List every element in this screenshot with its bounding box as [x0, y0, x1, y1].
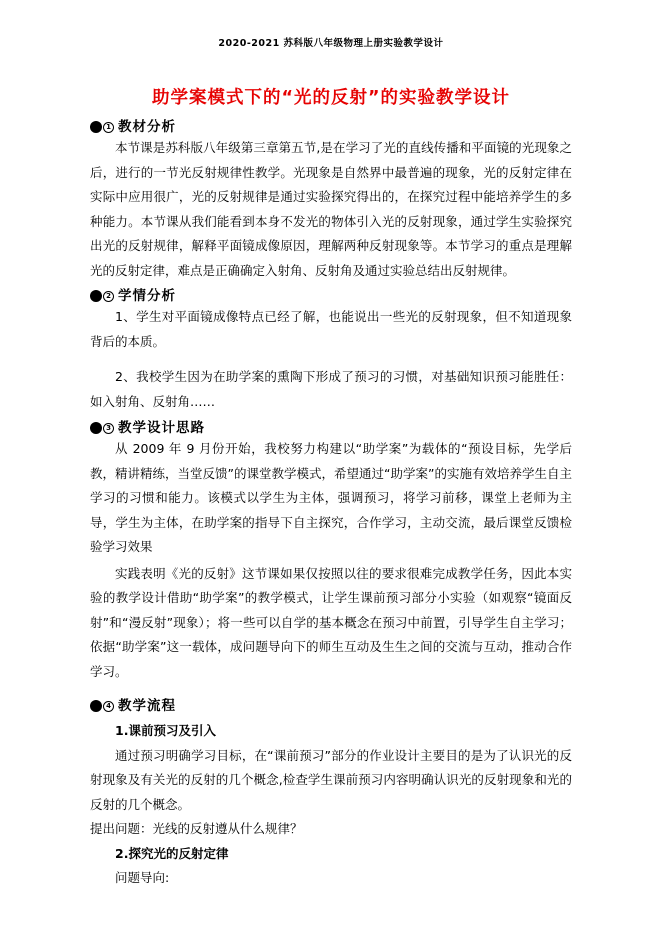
paragraph: 从 2009 年 9 月份开始，我校努力构建以“助学案”为载体的“预设目标，先学后教，精讲精练，当堂反馈”的课堂教学模式，希望通过“助学案”的实施有效培养学生自主学习的习惯和能力。该模式以学生为主体，强调预习，将学习前移，课堂上老师为主导，学生为主体，在助学案的指导下自主探究，合作学习，主动交流，最后课堂反馈检验学习效果 [90, 441, 572, 554]
circled-number-icon: 3 [103, 423, 114, 434]
subheading-preview-intro: 1.课前预习及引入 [115, 723, 216, 738]
circled-number-icon: 1 [103, 122, 114, 133]
section-title: 教学流程 [118, 698, 176, 714]
section-heading-textbook-analysis [90, 118, 572, 136]
circled-number-icon: 2 [103, 291, 114, 302]
section-title: 学情分析 [118, 288, 176, 304]
doc-title: 助学案模式下的“光的反射”的实验教学设计 [151, 88, 510, 108]
paragraph: 实践表明《光的反射》这节课如果仅按照以往的要求很难完成教学任务，因此本实验的教学设计借助“助学案”的教学模式，让学生课前预习部分小实验（如观察“镜面反射”和“漫反射”现象）；将一些可以自学的基本概念在预习中前置，引导学生自主学习；依据“助学案”这一载体，成问题导向下的师生互动及生生之间的交流与互动，推动合作学习。 [90, 565, 572, 679]
filled-circle-icon [90, 422, 102, 434]
page-header: 2020-2021 苏科版八年级物理上册实验教学设计 [218, 38, 444, 49]
circled-number-icon: 4 [103, 701, 114, 712]
section-title: 教材分析 [118, 119, 176, 135]
filled-circle-icon [90, 700, 102, 712]
question-line: 提出问题：光线的反射遵从什么规律？ [90, 821, 303, 836]
paragraph: 问题导向: [115, 870, 170, 885]
paragraph: 通过预习明确学习目标，在“课前预习”部分的作业设计主要目的是为了认识光的反射现象及有关光的反射的几个概念,检查学生课前预习内容明确认识光的反射现象和光的反射的几个概念。 [90, 747, 572, 812]
paragraph: 1、学生对平面镜成像特点已经了解，也能说出一些光的反射现象，但不知道现象背后的本质。 [90, 309, 572, 349]
section-heading-student-analysis [90, 287, 572, 305]
paragraph: 本节课是苏科版八年级第三章第五节,是在学习了光的直线传播和平面镜的光现象之后，进行的一节光反射规律性教学。光现象是自然界中最普遍的现象，光的反射定律在实际中应用很广，光的反射规律是通过实验探究得出的，在探究过程中能培养学生的多种能力。本节课从我们能看到本身不发光的物体引入光的反射现象，通过学生实验探究出光的反射规律，解释平面镜成像原因，理解两种反射现象等。本节学习的重点是理解光的反射定律，难点是正确确定入射角、反射角及通过实验总结出反射规律。 [90, 140, 572, 278]
paragraph: 2、我校学生因为在助学案的熏陶下形成了预习的习惯，对基础知识预习能胜任：如入射角、反射角…… [90, 369, 572, 409]
section-heading-design-approach [90, 419, 572, 437]
filled-circle-icon [90, 290, 102, 302]
filled-circle-icon [90, 121, 102, 133]
subheading-explore-law: 2.探究光的反射定律 [115, 845, 229, 861]
section-title: 教学设计思路 [118, 420, 205, 436]
section-heading-teaching-process [90, 697, 572, 715]
